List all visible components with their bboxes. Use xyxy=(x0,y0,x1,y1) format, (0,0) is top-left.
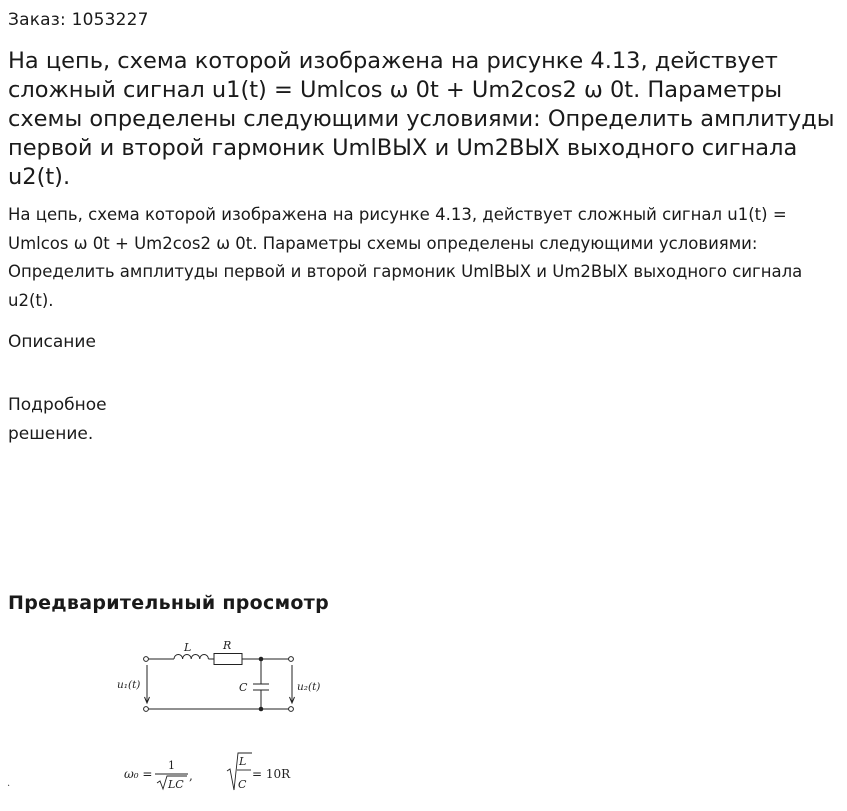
label-u2: u₂(t) xyxy=(297,681,321,693)
label-inductor: L xyxy=(184,641,192,654)
formula-sqrt-num: L xyxy=(239,755,247,768)
solution-text: Подробное решение. xyxy=(8,395,107,444)
junction-bottom xyxy=(259,707,264,712)
circuit-diagram xyxy=(145,654,295,710)
description-text: На цепь, схема которой изображена на рисунке 4.13, действует сложный сигнал u1(t) = Umlcos ω 0t + Um2cos2 ω 0t. Параметры схемы определены следующими условиями: Определить амплитуды первой и второй гармоник UmlВЫХ и Um2ВЫХ выходного сигнала u2(t). xyxy=(8,205,803,310)
page-heading: На цепь, схема которой изображена на рисунке 4.13, действует сложный сигнал u1(t) = Umlcos ω 0t + Um2cos2 ω 0t. Параметры схемы определены следующими условиями: Определить амплитуды первой и второй гармоник UmlВЫХ и Um2ВЫХ выходного сигнала u2(t). xyxy=(8,48,835,190)
label-u1: u₁(t) xyxy=(117,679,141,691)
formula-denominator: LC xyxy=(168,778,184,791)
formula-rhs: = 10R xyxy=(252,767,291,781)
formula-sqrt-den: C xyxy=(238,778,247,791)
formula-numerator: 1 xyxy=(168,759,175,772)
order-number: Заказ: 1053227 xyxy=(8,10,149,30)
preview-title: Предварительный просмотр xyxy=(8,592,329,614)
output-terminal-top xyxy=(289,657,294,662)
formula-omega: ω₀ = xyxy=(124,767,153,781)
formula xyxy=(124,753,291,791)
label-capacitor: C xyxy=(239,681,248,694)
input-terminal-top xyxy=(144,657,149,662)
input-terminal-bottom xyxy=(144,707,149,712)
inductor-symbol xyxy=(174,655,208,660)
description-section-label: Описание xyxy=(8,332,96,352)
label-resistor: R xyxy=(223,639,232,652)
formula-separator: , xyxy=(189,769,193,783)
resistor-symbol xyxy=(214,654,242,665)
footnote-mark: . xyxy=(7,778,11,789)
junction-top xyxy=(259,657,264,662)
output-terminal-bottom xyxy=(289,707,294,712)
preview-image xyxy=(0,630,360,811)
